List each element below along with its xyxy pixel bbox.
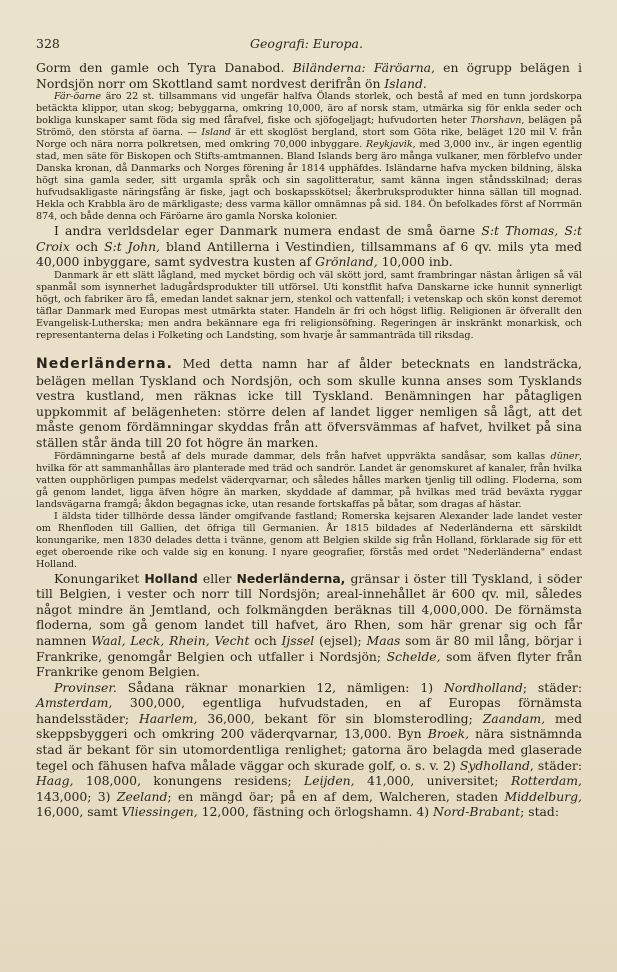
text-run: Haarlem, <box>138 710 198 726</box>
text-run: 41,000, universitet; <box>354 773 511 789</box>
text-run: I äldsta tider tillhörde dessa länder omgifvande fastland; Romerska kejsaren Alexander lade landet vester om Rhenfloden till Gallien, det öfriga till Germanien. År 1815 bildades af Nederländerna ett särskildt konungarike, men 1830 delades detta i tvänne, genom att Belgien skilde sig från Holland, förklarade sig för ett eget oberoende rike och valde sig en konung. I nyare geografier, förstås med ordet "Nederländerna" endast Holland. <box>36 510 582 570</box>
text-run: gränsar i öster till Tyskland, i söder till Belgien, i vester och norr till Nordsjön; areal-innehållet är 600 qv. mil, således något mindre än Jemtland, och folkmängden beräknas till 4,000,000. De förnämsta floderna, som gå genom landet till hafvet, äro Rhen, som här grenar sig och får namnen <box>36 570 582 648</box>
text-run: 300,000, egentliga hufvudstaden, en af Europas förnämsta handelsstäder; <box>36 695 582 726</box>
text-run: Nederländerna, <box>236 570 346 586</box>
text-run: düner <box>550 450 579 462</box>
text-run: Ijssel <box>281 632 315 648</box>
running-title: Geografi: Europa. <box>250 36 363 51</box>
text-run: Zeeland <box>116 788 168 804</box>
text-run: Zaandam, <box>482 710 546 726</box>
text-run: Amsterdam, <box>36 695 113 711</box>
text-run: Schelde, <box>386 648 441 664</box>
text-run: Thorshavn <box>470 115 522 127</box>
text-run: , städer: <box>529 757 583 773</box>
text-run: 16,000, samt <box>36 804 122 820</box>
text-run: ; en mängd öar; på en af dem, Walcheren, staden <box>167 788 505 804</box>
text-run: nära sistnämnda stad är bekant för sin utomordentliga renlighet; gatorna äro belagda med glaserade tegel och fähusen hafva målade väggar och skurade golf, o. s. v. 2) <box>36 726 582 773</box>
text-run: Waal, Leck, Rhein, Vecht <box>91 632 250 648</box>
fine-print-paragraph <box>36 91 582 223</box>
text-run: Nord-Brabant <box>433 804 521 820</box>
text-run: Nordholland <box>444 679 523 695</box>
text-run: Sydholland <box>459 757 530 773</box>
text-run: Leijden, <box>304 773 355 789</box>
text-run: 143,000; 3) <box>36 788 117 804</box>
text-run: S:t Thomas, S:t Croix <box>36 223 582 254</box>
text-run: Rotterdam, <box>510 773 582 789</box>
section-break <box>36 342 582 356</box>
body-paragraph <box>36 356 582 451</box>
text-run: ; städer: <box>522 679 582 695</box>
text-run: Danmark är ett slätt lågland, med mycket bördig och väl skött jord, samt frambringar nästan årligen så väl spanmål som isynnerhet ladugårdsprodukter till utförsel. Uti konstflit hafva Danskarne icke hunnit synnerligt högt, och fabriker äro få, emedan landet saknar jern, stenkol och vattenfall; i vetenskap och skön konst deremot täflar Danmark med Europas mest utmärkta stater. Handeln är fri och högst liflig. Religionen är öfverallt den Evangelisk-Lutherska; men andra bekännare ega fri religionsöfning. Regeringen är inskränkt monarkisk, och representanterna delas i Folketing och Landsting, som hvarje år sammanträda till riksdag. <box>36 269 582 341</box>
text-run: , med 3,000 inv., är ingen egentlig stad, men säte för Biskopen och Stifts-amtmannen. Bland Islands berg äro många vulkaner, men förblefvo under Danska kronan, då Danmarks och Norges förening år 1814 upphäfdes. Isländarne hafva mycken bildning, älska högt sina gamla seder, sitt urgamla språk och sin sagolitteratur, samt känna ingen ståndsskilnad; deras hufvudsakligaste näringsfång är fiske, jagt och boskapsskötsel; åkerbruksprodukter hinna sällan till mognad. Hekla och Krabbla äro de märkligaste; dess varma källor omnämnas på sid. 184. Ön befolkades först af Norrmän 874, och både denna och Färöarne äro gamla Norska kolonier. <box>36 139 582 223</box>
text-run: Konungariket <box>54 570 145 586</box>
text-run: Reykjavik <box>365 139 413 151</box>
text-run: 10,000 inb. <box>377 254 453 270</box>
text-run: Middelburg, <box>504 788 582 804</box>
page-body <box>36 60 582 820</box>
body-paragraph <box>36 223 582 270</box>
body-paragraph <box>36 60 582 91</box>
text-run: är ett skoglöst bergland, stort som Göta rike, beläget 120 mil V. från Norge och nära norra polkretsen, med omkring 70,000 inbyggare. <box>36 127 582 151</box>
text-run: och <box>249 632 282 648</box>
text-run: Maas <box>366 632 401 648</box>
text-run: Provinser. <box>54 679 117 695</box>
text-run: Holland <box>144 570 198 586</box>
text-run: ; stad: <box>520 804 560 820</box>
text-run: som är 80 mil lång, börjar i Frankrike, genomgår Belgien och utfaller i Nordsjön; <box>36 632 582 664</box>
text-run: , hvilka för att sammanhållas äro planterade med träd och sandrör. Landet är genomskuret af kanaler, från hvilka vatten oupphörligen pumpas medelst väderqvarnar, och således hålles marken tjenlig till odling. Floderna, som gå genom landet, ligga äfven högre än marken, skyddade af dammar, på hvilkas med träd beväxta ryggar landsvägarna framgå; åkdon begagnas icke, utan resande fortskaffas på båtar, som dragas af hästar. <box>36 450 582 510</box>
text-run: äro 22 st. tillsammans vid ungefär halfva Ölands storlek, och bestå af med en tunn jordskorpa betäckta klippor, utan skog; bebyggarna, omkring 10,000, äro af norsk stam, utmärka sig för enkla seder och bokliga kunskaper samt föda sig med fårafvel, fiske och sjöfogeljagt; hufvudorten heter <box>36 91 582 127</box>
text-run: S:t John, <box>104 238 161 254</box>
fine-print-paragraph <box>36 511 582 571</box>
text-run: Gorm den gamle och Tyra Danabod. <box>36 60 293 75</box>
text-run: Island. <box>384 75 427 91</box>
text-run: Sådana räknar monarkien 12, nämligen: 1) <box>116 679 444 695</box>
text-run: , belägen på Strömö, den största af öarna. — <box>36 115 582 139</box>
text-run: Med detta namn har af ålder betecknats en landsträcka, belägen mellan Tyskland och Nordsjön, och som skulle kunna anses som Tysklands vestra kustland, men räknas icke till Tyskland. Benämningen har påtagligen uppkommit af belägenheten: större delen af landet ligger nemligen så lågt, att det måste genom fördämningar skyddas från att öfversvämmas af hafvet, hvilket på sina ställen står ända till 20 fot högre än marken. <box>36 355 582 450</box>
text-run: som äfven flyter från Frankrike genom Belgien. <box>36 648 582 680</box>
fine-print-paragraph <box>36 451 582 511</box>
text-run: , en ögrupp belägen i Nordsjön norr om Skottland samt nordvest derifrån ön <box>36 60 582 91</box>
page-header <box>36 36 577 54</box>
text-run: och <box>69 238 105 254</box>
text-run: Vliessingen, <box>121 804 198 820</box>
text-run: Fär-öarne <box>54 91 102 103</box>
text-run: Broek, <box>427 726 470 742</box>
page-number: 328 <box>36 36 60 51</box>
text-run: Biländerna: Färöarna <box>292 60 432 75</box>
text-run: Haag, <box>36 773 74 789</box>
text-run: I andra verldsdelar eger Danmark numera endast de små öarne <box>54 223 482 239</box>
text-run: 108,000, konungens residens; <box>73 773 305 789</box>
text-run: 36,000, bekant för sin blomsterodling; <box>197 710 483 726</box>
text-run: Grönland, <box>315 254 378 270</box>
text-run: Nederländerna. <box>36 355 173 372</box>
text-run: Fördämningarne bestå af dels murade dammar, dels från hafvet uppvräkta sandåsar, som kallas <box>54 450 551 462</box>
text-run: (ejsel); <box>314 632 367 648</box>
text-run: bland Antillerna i Vestindien, tillsammans af 6 qv. mils yta med 40,000 inbyggare, samt sydvestra kusten af <box>36 238 582 270</box>
text-run: 12,000, fästning och örlogshamn. 4) <box>197 804 434 820</box>
body-paragraph <box>36 680 582 820</box>
body-paragraph <box>36 571 582 680</box>
fine-print-paragraph <box>36 270 582 342</box>
text-run: eller <box>197 570 237 586</box>
text-run: Island <box>201 127 231 139</box>
text-run: med skeppsbyggeri och omkring 200 väderqvarnar, 13,000. Byn <box>36 710 583 742</box>
